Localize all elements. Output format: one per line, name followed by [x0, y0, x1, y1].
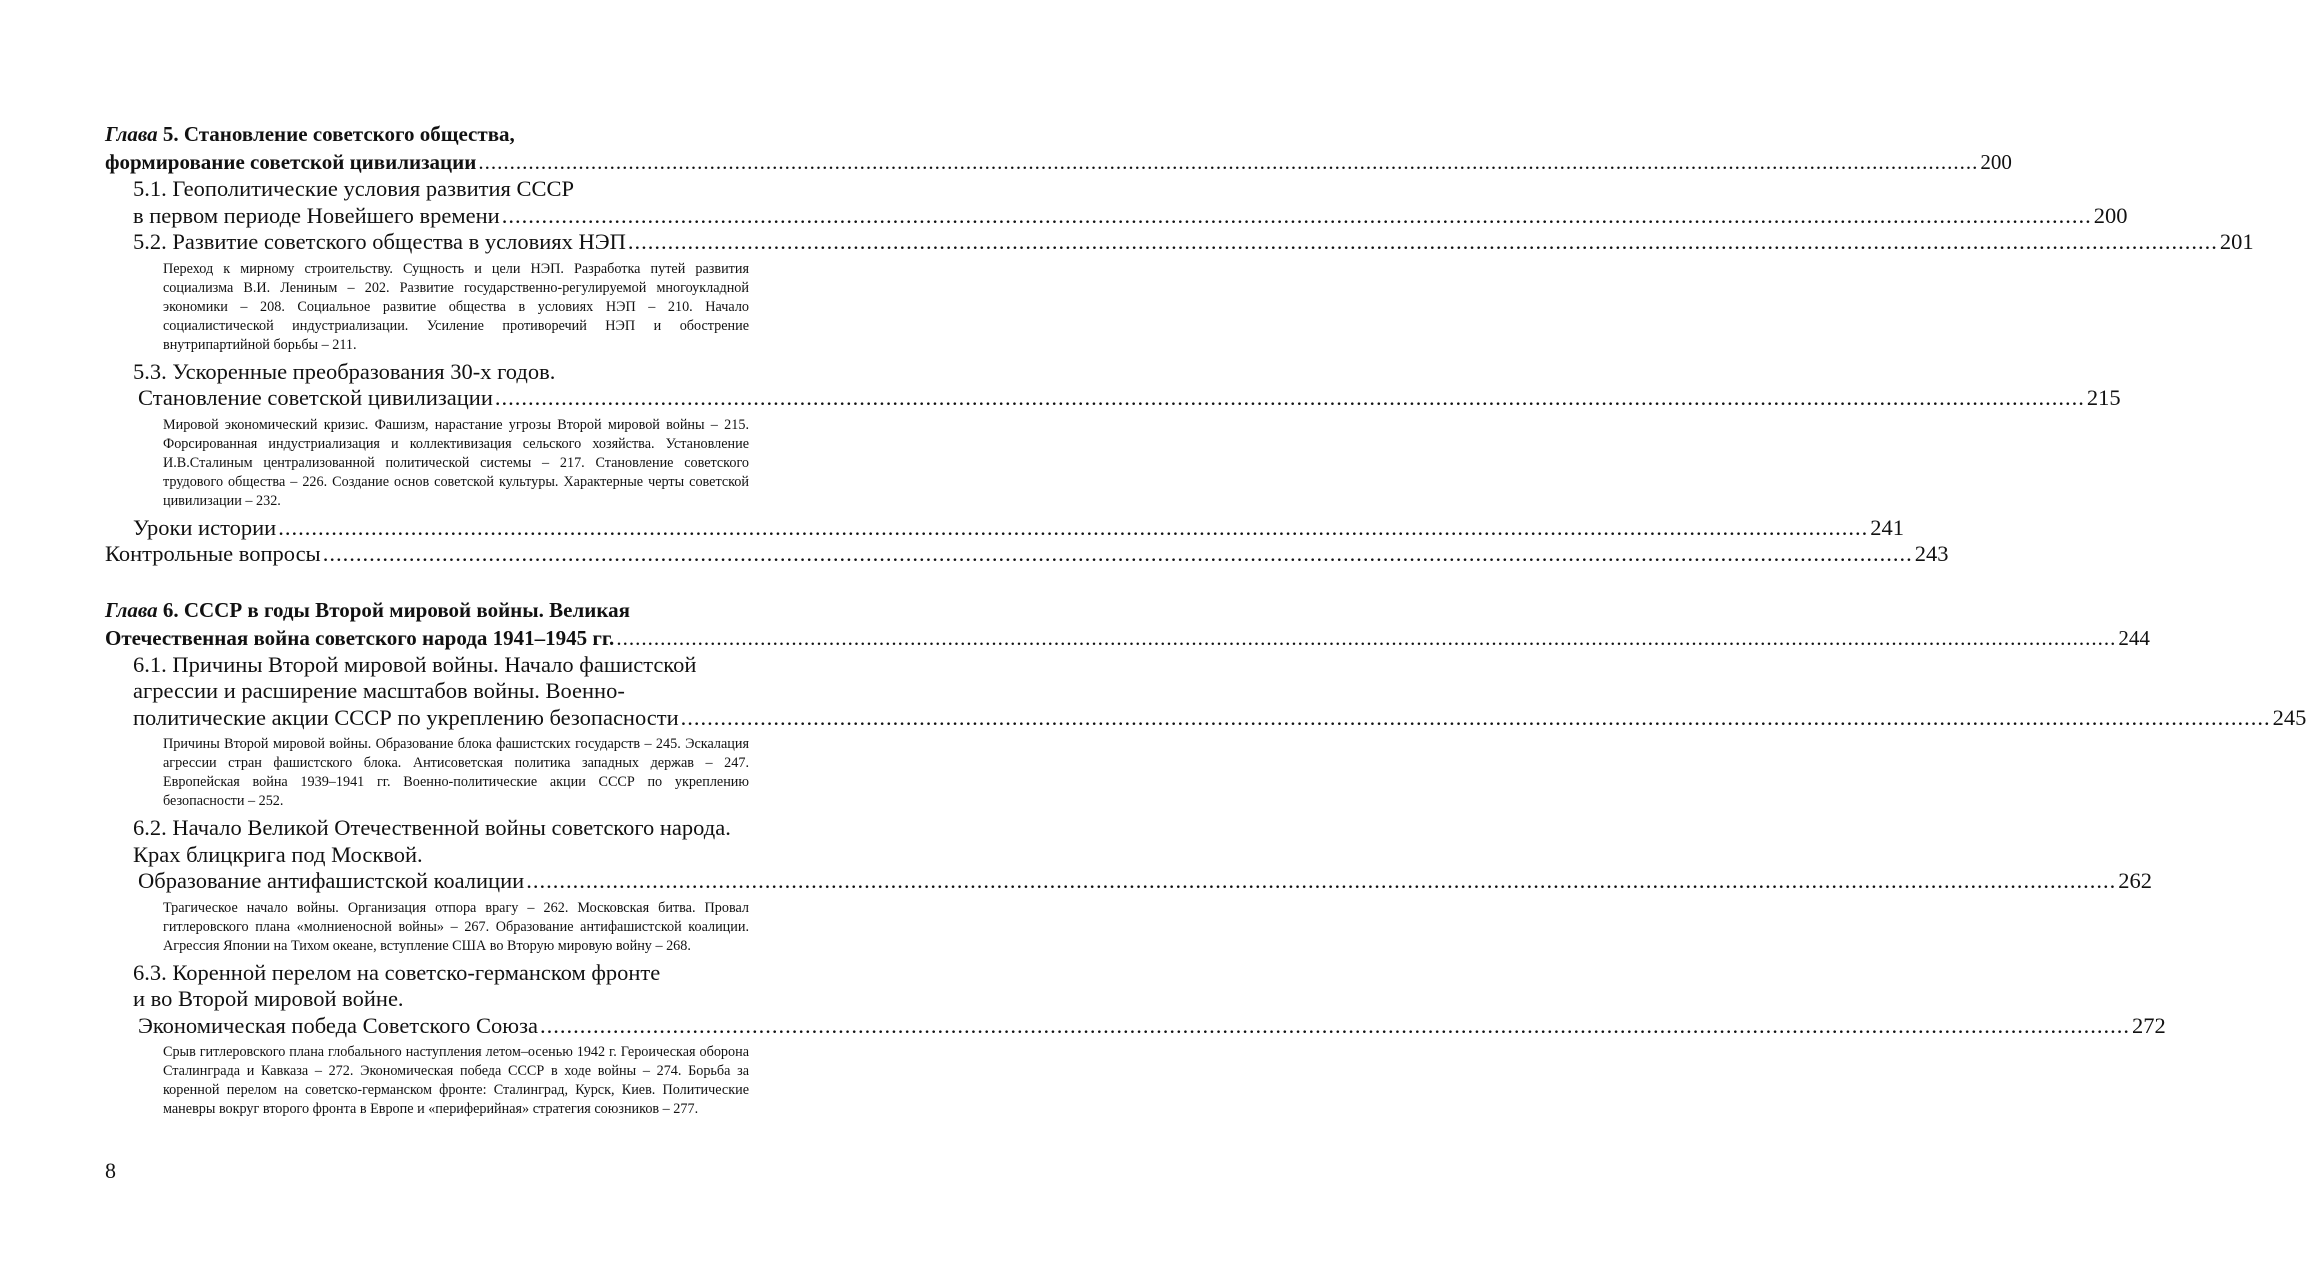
section-6-3: 6.3. Коренной перелом на советско-германском фронте и во Второй мировой войне. — [133, 959, 661, 1011]
leader-dots — [323, 541, 1913, 568]
section-5-3-description: Мировой экономический кризис. Фашизм, нарастание угрозы Второй мировой войны – 215. Форсированная индустриализация и коллективизация сельского хозяйства. Установление И.В.Сталиным централизованной политической системы – 217. Становление советского трудового общества – 226. Создание основ советской культуры. Характерные черты советской цивилизации – 232. — [163, 416, 749, 509]
leader-dots — [278, 515, 1868, 542]
page-ref: 215 — [2086, 385, 2121, 410]
leader-dots — [502, 203, 2092, 230]
leader-dots — [540, 1013, 2130, 1040]
page-number: 8 — [105, 1158, 116, 1183]
page-ref: 245 — [2272, 704, 2306, 730]
page-ref: 262 — [2118, 868, 2152, 893]
leader-dots — [526, 868, 2116, 895]
section-5-2: 5.2. Развитие советского общества в условиях НЭП ..... 201 — [105, 229, 777, 256]
chapter-6-heading — [105, 596, 2150, 652]
section-6-1-description: Причины Второй мировой войны. Образование блока фашистских государств – 245. Эскалация агрессии стран фашистского блока. Антисоветская политика западных держав – 247. Европейская война 1939–1941 гг. Военно-политические акции СССР по укреплению безопасности – 252. — [163, 736, 749, 809]
table-of-contents: Глава 5. Становление советского общества, формирование советской цивилизации ..... 200 5.1. Геополитические условия развития СССР в первом периоде Новейшего времени ..... 200 5.2. Развитие советского общества в условиях НЭП ..... 201 Переход к мирному строительству. Сущность и цели НЭП. Разработка путей развития социализма В.И. Лениным – 202. Развитие государственно-регулируемой многоукладной экономики – 208. Социальное развитие общества в условиях НЭП – 210. Начало социалистической индустриализации. Усиление противоречий НЭП и обострение внутрипартийной борьбы – 211. 5.3. Ускоренные преобразования 30-х годов. Становление советской цивилизации ..... 215 Мировой экономический кризис. Фашизм, нарастание угрозы Второй мировой войны – 215. Форсированная индустриализация и коллективизация сельского хозяйства. Установление И.В.Сталиным централизованной политической системы – 217. Становление советского трудового общества – 226. Создание основ советской культуры. Характерные черты советской цивилизации – 232. Уроки истории ..... 241 Контрольные вопросы ..... 243 Глава 6. СССР в годы Второй мировой войны. Великая Отечественная война советского народа 1941–1945 гг. ..... 244 6.1. Причины Второй мировой войны. Начало фашистской агрессии и расширение масштабов войны. Военно- политические акции СССР по укреплению безопасности ..... 245 Причины Второй мировой войны. Образование блока фашистских государств – 245. Эскалация агрессии стран фашистского блока. Антисоветская политика западных держав – 247. Европейская война 1939–1941 гг. Военно-политические акции СССР по укреплению безопасности – 252. 6.2. Начало Великой Отечественной войны советского народа. Крах блицкрига под Москвой. Образование антифашистской коалиции ..... 262 Трагическое начало войны. Организация отпора врагу – 262. Московская битва. Провал гитлеровского плана «молниеносной войны» – 267. Образование антифашистской коалиции. Агрессия Японии на Тихом океане, вступление США во Вторую мировую войну – 268. 6.3. Коренной перелом на советско-германском фронте и во Второй мировой войне. Экономическая победа Советского Союза ..... 272 Срыв гитлеровского плана глобального наступления летом–осенью 1942 г. Героическая оборона Сталинграда и Кавказа – 272. Экономическая победа СССР в ходе войны – 274. Борьба за коренной перелом на советско-германском фронте: Сталинград, Курск, Киев. Политические маневры вокруг второго фронта в Европе и «периферийная» стратегия союзников – 277. — [105, 120, 777, 1123]
chapter-6-title-line2: Отечественная война советского народа 1941–1945 гг. ..... 244 — [105, 624, 777, 652]
page-ref: 244 — [2118, 625, 2150, 650]
section-6-3-description: Срыв гитлеровского плана глобального наступления летом–осенью 1942 г. Героическая оборона Сталинграда и Кавказа – 272. Экономическая победа СССР в ходе войны – 274. Борьба за коренной перелом на советско-германском фронте: Сталинград, Курск, Киев. Политические маневры вокруг второго фронта в Европе и «периферийная» стратегия союзников – 277. — [163, 1044, 749, 1117]
section-6-1: 6.1. Причины Второй мировой войны. Начало фашистской агрессии и расширение масштабов войны. Военно- политические акции СССР по укреплению безопасности ..... 245 — [105, 652, 777, 732]
leader-dots — [616, 624, 2116, 652]
leader-dots — [478, 148, 1978, 176]
page-ref: 201 — [2219, 229, 2254, 254]
lessons-of-history: Уроки истории ..... 241 — [105, 515, 777, 542]
leader-dots — [681, 705, 2271, 732]
section-6-2: 6.2. Начало Великой Отечественной войны советского народа. Крах блицкрига под Москвой. — [133, 815, 731, 867]
page-ref: 243 — [1914, 541, 1949, 566]
leader-dots — [628, 229, 2218, 256]
control-questions: Контрольные вопросы ..... 243 — [105, 541, 777, 568]
page-ref: 200 — [2093, 202, 2128, 228]
chapter-5-title-line2: формирование советской цивилизации ..... 200 — [105, 148, 777, 176]
chapter-5-heading — [105, 120, 2012, 176]
chapter-6-title-line1: Глава 6. СССР в годы Второй мировой войны. Великая — [105, 597, 631, 622]
section-5-3: 5.3. Ускоренные преобразования 30-х годов. — [133, 358, 556, 384]
page-ref: 272 — [2131, 1012, 2166, 1038]
section-5-1: 5.1. Геополитические условия развития СССР в первом периоде Новейшего времени ..... 200 — [105, 176, 777, 229]
leader-dots — [495, 385, 2085, 412]
chapter-5-title-line1: Глава 5. Становление советского общества, — [105, 122, 515, 146]
section-6-2-description: Трагическое начало войны. Организация отпора врагу – 262. Московская битва. Провал гитлеровского плана «молниеносной войны» – 267. Образование антифашистской коалиции. Агрессия Японии на Тихом океане, вступление США во Вторую мировую войну – 268. — [163, 899, 749, 954]
page-ref: 241 — [1870, 514, 1904, 540]
page-ref: 200 — [1980, 150, 2012, 174]
section-5-2-description: Переход к мирному строительству. Сущность и цели НЭП. Разработка путей развития социализма В.И. Лениным – 202. Развитие государственно-регулируемой многоукладной экономики – 208. Социальное развитие общества в условиях НЭП – 210. Начало социалистической индустриализации. Усиление противоречий НЭП и обострение внутрипартийной борьбы – 211. — [163, 260, 749, 353]
